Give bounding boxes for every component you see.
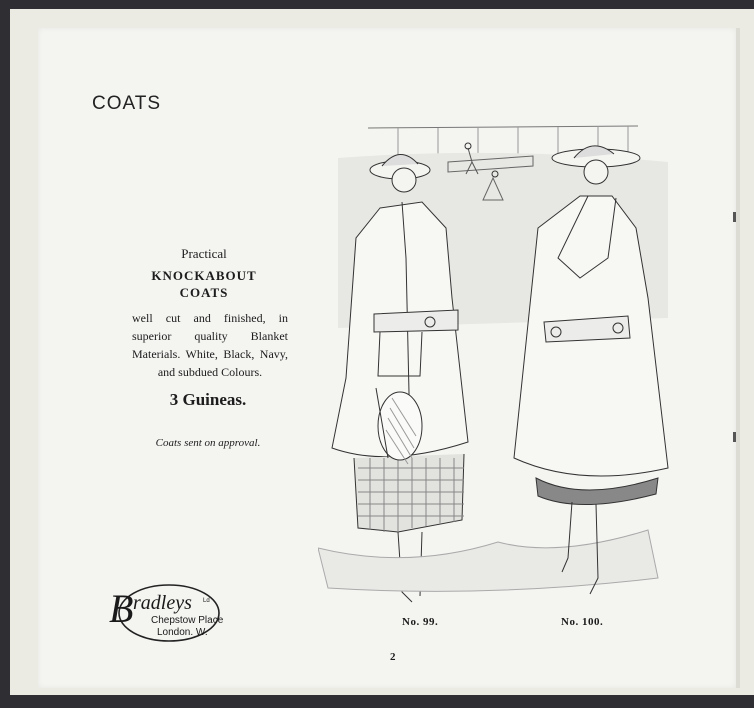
page-title: COATS: [92, 93, 162, 114]
logo-address-1: Chepstow Place: [151, 615, 223, 626]
blurb-line-knockabout: KNOCKABOUT: [151, 268, 257, 283]
logo-initial: B: [109, 586, 134, 631]
approval-note: Coats sent on approval.: [155, 437, 261, 449]
bradleys-logo: [105, 578, 223, 644]
blurb-line-coats: COATS: [179, 285, 229, 300]
blurb-body: well cut and finished, in superior quality Blanket Materials. White, Black, Navy, and subdued Colours.: [132, 311, 288, 379]
product-description: [120, 246, 288, 381]
caption-no-99: No. 99.: [402, 616, 439, 628]
price: 3 Guineas.: [169, 390, 247, 409]
logo-suffix: Ld: [203, 598, 210, 604]
caption-no-100: No. 100.: [561, 616, 604, 628]
logo-wordmark: radleys: [133, 592, 192, 614]
next-page-edge: [736, 28, 740, 688]
fashion-illustration: [318, 118, 686, 608]
blurb-line-practical: Practical: [181, 246, 227, 261]
binding-mark: [733, 212, 736, 222]
page-number: 2: [390, 651, 396, 663]
binding-mark: [733, 432, 736, 442]
logo-address-2: London. W.: [157, 627, 208, 638]
